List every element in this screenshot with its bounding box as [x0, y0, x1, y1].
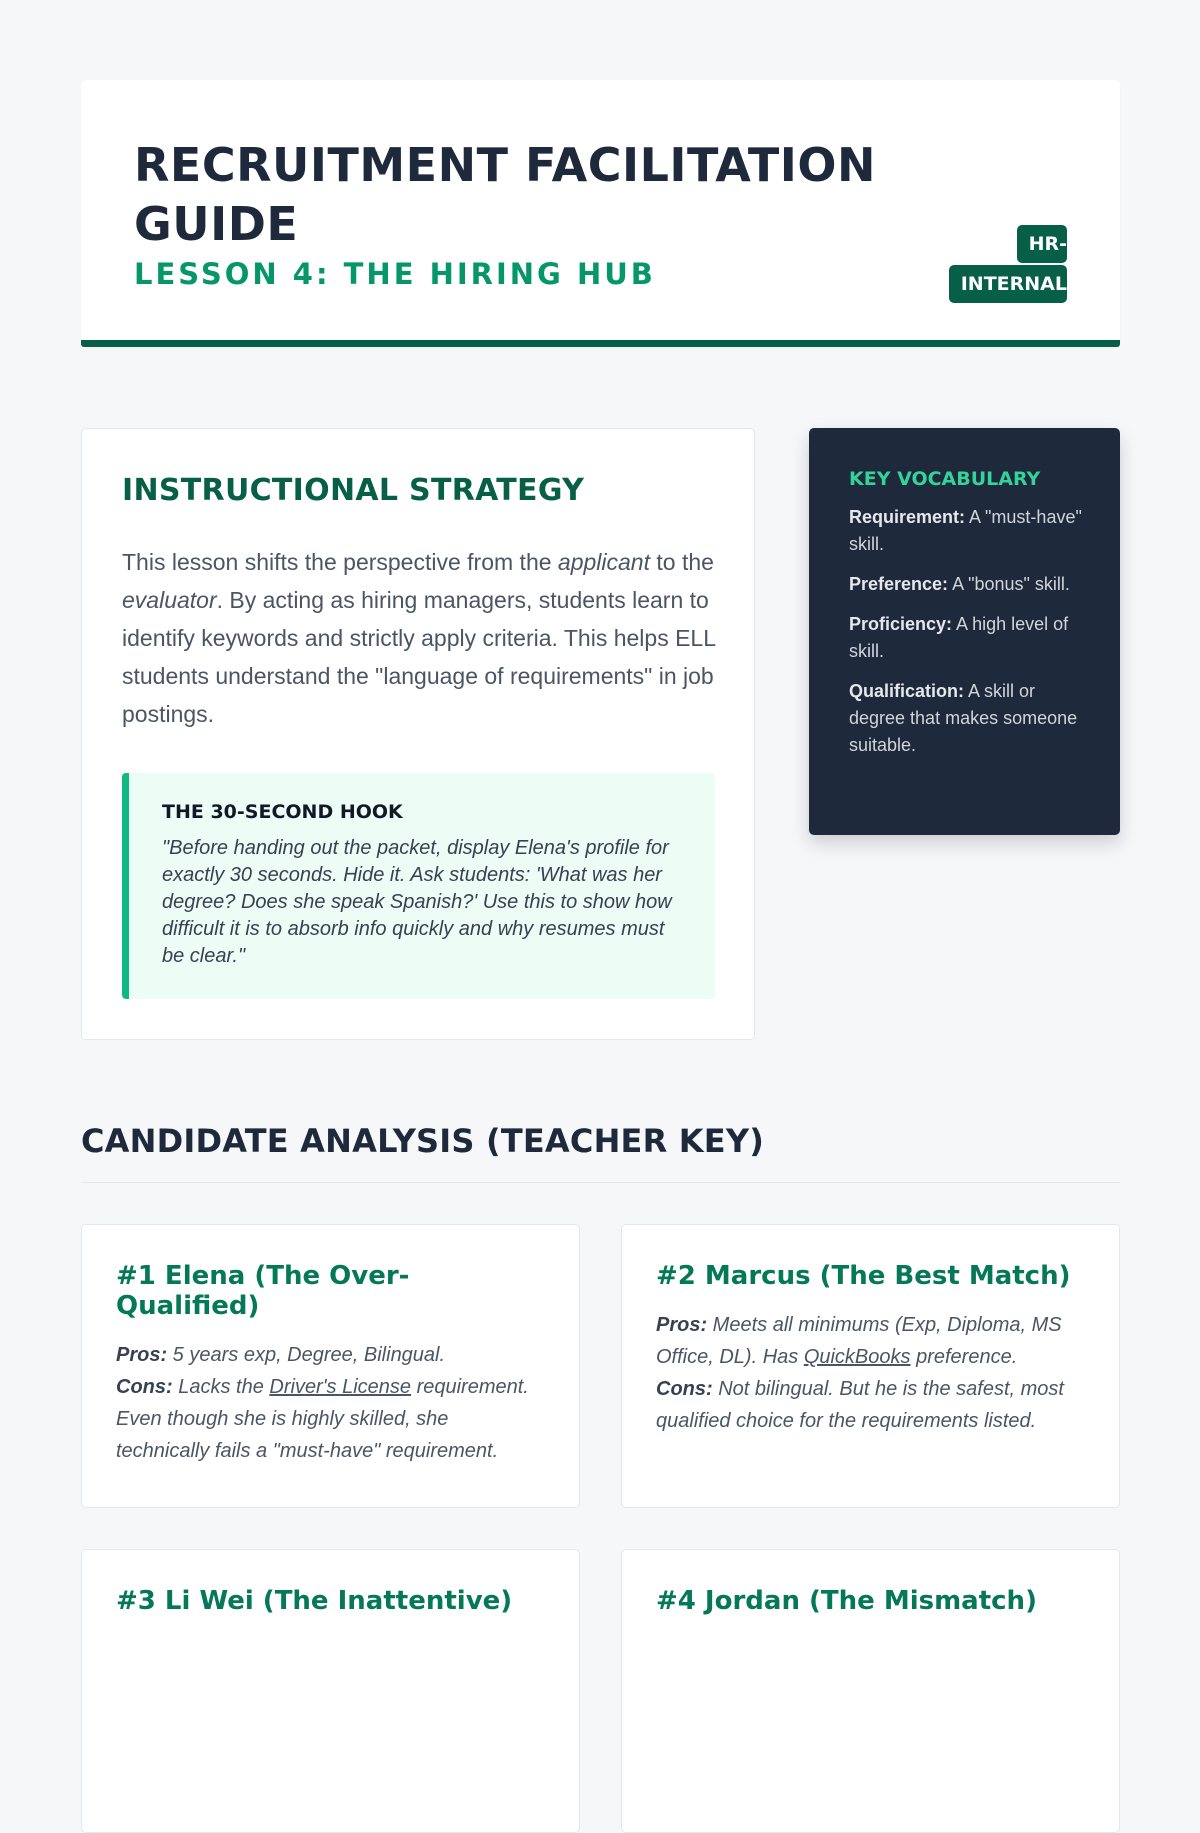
candidate-notes — [656, 1309, 1085, 1437]
vocab-definition: A "must-have" skill. — [849, 507, 1082, 554]
strategy-em-evaluator: evaluator — [122, 587, 217, 613]
cons-label: Cons: — [656, 1378, 713, 1400]
strategy-heading: INSTRUCTIONAL STRATEGY — [122, 473, 585, 508]
vocabulary-title: KEY VOCABULARY — [849, 468, 1041, 490]
cons-text-end: requirement. Even though she is highly skilled, she technically fails a "must-have" requirement. — [116, 1376, 529, 1462]
pros-label: Pros: — [116, 1344, 168, 1366]
candidate-name: #4 Jordan (The Mismatch) — [656, 1586, 1037, 1616]
candidate-name: #2 Marcus (The Best Match) — [656, 1261, 1071, 1291]
pros-text: 5 years exp, Degree, Bilingual. — [167, 1344, 446, 1366]
access-badge — [943, 224, 1067, 304]
vocab-item — [849, 678, 1090, 759]
candidate-notes — [116, 1339, 545, 1467]
pros-label: Pros: — [656, 1314, 708, 1336]
cons-label: Cons: — [116, 1376, 173, 1398]
vocab-item — [849, 611, 1090, 665]
header-card — [81, 80, 1120, 347]
pros-highlight: QuickBooks — [803, 1346, 911, 1368]
vocab-item — [849, 504, 1090, 558]
candidate-card-marcus — [621, 1224, 1120, 1508]
vocabulary-card — [809, 428, 1120, 835]
strategy-paragraph — [122, 543, 717, 733]
vocab-definition: A high level of skill. — [849, 614, 1069, 661]
strategy-em-applicant: applicant — [557, 549, 650, 575]
candidate-card-elena — [81, 1224, 580, 1508]
vocab-definition: A "bonus" skill. — [948, 574, 1070, 594]
access-badge-label: HR-INTERNAL — [949, 225, 1067, 303]
cons-text: Not bilingual. But he is the safest, most qualified choice for the requirements listed. — [656, 1378, 1064, 1432]
lesson-subtitle: LESSON 4: THE HIRING HUB — [134, 257, 656, 291]
strategy-card — [81, 428, 755, 1040]
vocab-term: Qualification: — [849, 681, 965, 701]
vocab-definition: A skill or degree that makes someone suitable. — [849, 681, 1078, 755]
vocab-term: Preference: — [849, 574, 949, 594]
cons-text: Lacks the — [172, 1376, 270, 1398]
candidate-card-jordan — [621, 1549, 1120, 1833]
vocab-term: Requirement: — [849, 507, 966, 527]
candidate-name: #1 Elena (The Over-Qualified) — [116, 1261, 410, 1321]
hook-title: THE 30-SECOND HOOK — [162, 801, 403, 823]
candidate-card-li-wei — [81, 1549, 580, 1833]
cons-highlight: Driver's License — [269, 1376, 412, 1398]
strategy-text-3: . By acting as hiring managers, students learn to identify keywords and strictly apply criteria. This helps ELL students understand the "language of requirements" in job postings. — [122, 587, 716, 727]
vocab-term: Proficiency: — [849, 614, 953, 634]
pros-text-end: preference. — [910, 1346, 1018, 1368]
divider — [81, 1182, 1120, 1183]
strategy-text-2: to the — [650, 549, 714, 575]
strategy-text-1: This lesson shifts the perspective from the — [122, 549, 558, 575]
page-title: RECRUITMENT FACILITATION GUIDE — [134, 138, 876, 251]
candidate-name: #3 Li Wei (The Inattentive) — [116, 1586, 513, 1616]
analysis-heading: CANDIDATE ANALYSIS (TEACHER KEY) — [81, 1122, 765, 1160]
hook-callout — [122, 773, 715, 999]
pros-text: Meets all minimums (Exp, Diploma, MS Office, DL). Has — [656, 1314, 1062, 1368]
vocab-item — [849, 571, 1090, 598]
hook-quote: "Before handing out the packet, display Elena's profile for exactly 30 seconds. Hide it. Ask students: 'What was her degree? Does she speak Spanish?' Use this to show how difficult it is to absorb info quickly and why resumes must be clear." — [162, 837, 672, 967]
